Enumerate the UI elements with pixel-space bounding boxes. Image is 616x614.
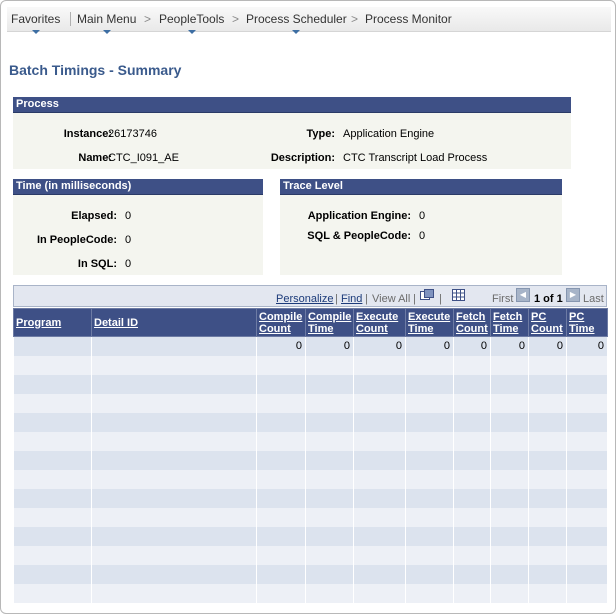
table-cell <box>491 489 529 508</box>
column-header-label: Compile <box>308 310 352 323</box>
table-cell <box>567 508 608 527</box>
type-label: Type: <box>306 128 335 140</box>
table-cell <box>567 394 608 413</box>
table-cell <box>257 489 306 508</box>
zoom-grid-icon[interactable] <box>420 289 434 301</box>
column-header[interactable] <box>354 309 406 337</box>
table-cell <box>529 432 567 451</box>
column-header-label: Compile <box>259 310 303 323</box>
table-cell <box>406 432 454 451</box>
table-cell: 0 <box>529 337 567 356</box>
grid-toolbar <box>13 285 607 307</box>
table-cell <box>257 584 306 603</box>
column-header[interactable] <box>529 309 567 337</box>
nav-peopletools[interactable] <box>159 12 224 26</box>
table-cell <box>491 546 529 565</box>
table-row <box>14 413 608 432</box>
column-header-label: Detail ID <box>94 316 139 329</box>
table-cell <box>306 451 354 470</box>
process-group-header: Process <box>13 97 571 113</box>
table-cell <box>454 470 491 489</box>
table-cell: 0 <box>257 337 306 356</box>
first-link[interactable]: First <box>492 293 514 305</box>
table-cell <box>529 356 567 375</box>
table-cell <box>354 527 406 546</box>
table-cell <box>454 565 491 584</box>
table-cell <box>92 489 257 508</box>
table-cell <box>491 508 529 527</box>
column-header-label: Program <box>16 316 62 329</box>
table-cell <box>567 584 608 603</box>
column-header-label: Fetch <box>456 310 486 323</box>
sql-peoplecode-label: SQL & PeopleCode: <box>307 230 411 242</box>
table-row <box>14 394 608 413</box>
last-link[interactable]: Last <box>583 293 604 305</box>
table-cell <box>92 337 257 356</box>
toolbar-pipe: | <box>413 293 416 305</box>
table-cell <box>14 356 92 375</box>
table-cell <box>567 546 608 565</box>
chevron-down-icon <box>188 30 196 34</box>
table-cell <box>406 413 454 432</box>
table-cell <box>529 508 567 527</box>
table-header-row <box>14 309 608 337</box>
table-row <box>14 565 608 584</box>
column-header-label: Count <box>531 322 563 335</box>
table-cell <box>567 565 608 584</box>
table-cell <box>406 394 454 413</box>
in-sql-label: In SQL: <box>77 258 117 270</box>
table-cell <box>529 584 567 603</box>
table-cell <box>567 470 608 489</box>
next-row-icon[interactable]: ▶ <box>566 288 580 302</box>
table-cell <box>92 451 257 470</box>
column-header[interactable] <box>306 309 354 337</box>
column-header[interactable] <box>454 309 491 337</box>
column-header[interactable] <box>14 309 92 337</box>
instance-label: Instance: <box>63 128 112 140</box>
column-header-label: Time <box>308 322 334 335</box>
trace-level-group <box>280 179 562 275</box>
personalize-link[interactable]: Personalize <box>276 293 334 305</box>
table-cell <box>354 413 406 432</box>
table-cell <box>491 356 529 375</box>
table-cell <box>306 356 354 375</box>
in-peoplecode-value: 0 <box>125 234 132 246</box>
table-row <box>14 337 608 356</box>
in-peoplecode-label: In PeopleCode: <box>36 234 117 246</box>
table-cell <box>306 489 354 508</box>
table-cell <box>354 508 406 527</box>
timings-table <box>13 308 608 603</box>
table-cell <box>14 451 92 470</box>
nav-main-menu-label: Main Menu <box>77 12 137 26</box>
table-cell <box>406 527 454 546</box>
table-row <box>14 584 608 603</box>
table-cell <box>306 527 354 546</box>
table-row <box>14 470 608 489</box>
chevron-down-icon <box>103 30 111 34</box>
table-cell <box>491 432 529 451</box>
table-cell <box>257 413 306 432</box>
column-header-label: Execute <box>408 310 451 323</box>
table-cell <box>92 394 257 413</box>
table-cell <box>491 584 529 603</box>
table-cell <box>454 356 491 375</box>
table-cell <box>92 584 257 603</box>
breadcrumb-separator-icon: > <box>232 12 240 26</box>
time-group-header: Time (in milliseconds) <box>13 179 263 195</box>
page-title: Batch Timings - Summary <box>9 62 182 78</box>
nav-process-monitor[interactable] <box>365 12 452 26</box>
table-cell <box>14 375 92 394</box>
table-cell <box>454 527 491 546</box>
table-cell <box>257 432 306 451</box>
table-cell <box>354 356 406 375</box>
table-cell <box>257 470 306 489</box>
table-cell <box>257 546 306 565</box>
batch-timings-grid <box>13 285 607 607</box>
table-cell <box>14 489 92 508</box>
elapsed-label: Elapsed: <box>71 210 117 222</box>
table-cell <box>354 584 406 603</box>
table-cell <box>406 375 454 394</box>
column-header[interactable] <box>257 309 306 337</box>
table-cell <box>354 394 406 413</box>
table-cell <box>406 356 454 375</box>
table-cell <box>529 527 567 546</box>
find-link[interactable]: Find <box>341 293 363 305</box>
table-cell <box>354 451 406 470</box>
table-body <box>14 337 608 603</box>
nav-favorites[interactable] <box>11 12 60 26</box>
instance-value: 26173746 <box>108 128 157 140</box>
table-cell: 0 <box>354 337 406 356</box>
table-cell <box>454 413 491 432</box>
table-cell <box>354 470 406 489</box>
table-cell <box>567 356 608 375</box>
table-cell <box>257 527 306 546</box>
table-cell <box>491 375 529 394</box>
table-cell <box>529 546 567 565</box>
table-cell <box>529 394 567 413</box>
table-cell <box>257 356 306 375</box>
table-cell <box>529 565 567 584</box>
breadcrumb <box>7 7 611 32</box>
table-cell <box>529 375 567 394</box>
table-cell <box>567 527 608 546</box>
name-label: Name: <box>78 152 112 164</box>
view-all-link[interactable]: View All <box>372 293 411 305</box>
table-cell <box>306 584 354 603</box>
table-cell <box>92 546 257 565</box>
breadcrumb-separator-icon: > <box>351 12 359 26</box>
sql-peoplecode-value: 0 <box>419 230 426 242</box>
table-cell <box>354 565 406 584</box>
table-row <box>14 375 608 394</box>
table-cell <box>354 375 406 394</box>
type-value: Application Engine <box>343 128 435 140</box>
table-cell <box>529 489 567 508</box>
table-cell <box>567 375 608 394</box>
table-cell <box>306 375 354 394</box>
table-cell <box>406 508 454 527</box>
table-cell <box>92 432 257 451</box>
in-sql-value: 0 <box>125 258 132 270</box>
toolbar-pipe: | <box>335 293 338 305</box>
table-cell: 0 <box>306 337 354 356</box>
table-cell <box>257 508 306 527</box>
elapsed-value: 0 <box>125 210 132 222</box>
nav-peopletools-label: PeopleTools <box>159 12 225 26</box>
table-cell <box>491 527 529 546</box>
table-cell <box>529 451 567 470</box>
table-row <box>14 356 608 375</box>
table-cell <box>92 413 257 432</box>
table-cell <box>529 413 567 432</box>
nav-divider <box>70 12 71 26</box>
table-cell <box>92 375 257 394</box>
table-cell <box>257 451 306 470</box>
table-cell <box>306 432 354 451</box>
column-header[interactable] <box>567 309 608 337</box>
application-engine-label: Application Engine: <box>307 210 411 222</box>
column-header[interactable] <box>491 309 529 337</box>
table-cell <box>406 546 454 565</box>
nav-process-scheduler-label: Process Scheduler <box>246 12 347 26</box>
table-cell <box>491 470 529 489</box>
time-group <box>13 179 263 275</box>
toolbar-pipe: | <box>439 293 442 305</box>
table-cell: 0 <box>454 337 491 356</box>
table-cell <box>306 470 354 489</box>
table-cell: 0 <box>491 337 529 356</box>
column-header-label: Execute <box>356 310 399 323</box>
table-cell <box>92 565 257 584</box>
table-cell <box>406 584 454 603</box>
nav-main-menu[interactable] <box>77 12 136 26</box>
table-cell <box>491 413 529 432</box>
table-cell <box>406 489 454 508</box>
column-header-label: Count <box>356 322 388 335</box>
nav-favorites-label: Favorites <box>11 12 61 26</box>
table-cell <box>529 470 567 489</box>
name-value: CTC_I091_AE <box>108 152 179 164</box>
table-cell <box>92 527 257 546</box>
column-header-label: PC <box>569 310 585 323</box>
table-cell <box>567 413 608 432</box>
column-header-label: Time <box>569 322 595 335</box>
table-cell <box>306 508 354 527</box>
table-row <box>14 432 608 451</box>
column-header-label: Time <box>408 322 434 335</box>
table-cell <box>354 432 406 451</box>
table-row <box>14 527 608 546</box>
table-cell: 0 <box>567 337 608 356</box>
table-cell <box>14 546 92 565</box>
table-row <box>14 546 608 565</box>
table-cell <box>14 584 92 603</box>
description-value: CTC Transcript Load Process <box>343 152 488 164</box>
column-header[interactable] <box>406 309 454 337</box>
column-header-label: Time <box>493 322 519 335</box>
table-cell <box>567 489 608 508</box>
table-cell <box>354 489 406 508</box>
table-cell <box>14 527 92 546</box>
table-cell: 0 <box>406 337 454 356</box>
table-cell <box>454 432 491 451</box>
table-cell <box>491 451 529 470</box>
chevron-down-icon <box>32 30 40 34</box>
table-cell <box>454 508 491 527</box>
row-range: 1 of 1 <box>534 293 563 305</box>
application-engine-value: 0 <box>419 210 426 222</box>
table-cell <box>454 394 491 413</box>
nav-process-monitor-label: Process Monitor <box>365 12 452 26</box>
column-header-label: Fetch <box>493 310 523 323</box>
table-cell <box>454 584 491 603</box>
table-cell <box>306 546 354 565</box>
table-cell <box>354 546 406 565</box>
table-cell <box>257 565 306 584</box>
download-spreadsheet-icon[interactable] <box>452 289 466 301</box>
column-header[interactable] <box>92 309 257 337</box>
table-cell <box>14 413 92 432</box>
table-row <box>14 451 608 470</box>
column-header-label: PC <box>531 310 547 323</box>
table-cell <box>257 375 306 394</box>
table-row <box>14 508 608 527</box>
table-cell <box>14 565 92 584</box>
table-cell <box>257 394 306 413</box>
table-cell <box>92 508 257 527</box>
chevron-down-icon <box>292 30 300 34</box>
toolbar-pipe: | <box>365 293 368 305</box>
table-cell <box>567 432 608 451</box>
previous-row-icon[interactable]: ◀ <box>516 288 530 302</box>
table-cell <box>406 451 454 470</box>
table-cell <box>14 394 92 413</box>
column-header-label: Count <box>259 322 291 335</box>
table-cell <box>14 508 92 527</box>
table-cell <box>92 356 257 375</box>
table-cell <box>491 565 529 584</box>
table-cell <box>567 451 608 470</box>
nav-process-scheduler[interactable] <box>246 12 347 26</box>
table-cell <box>406 470 454 489</box>
table-cell <box>454 489 491 508</box>
table-cell <box>491 394 529 413</box>
table-row <box>14 489 608 508</box>
table-cell <box>306 565 354 584</box>
table-cell <box>14 432 92 451</box>
table-cell <box>454 375 491 394</box>
breadcrumb-separator-icon: > <box>144 12 152 26</box>
table-cell <box>454 546 491 565</box>
table-cell <box>92 470 257 489</box>
trace-level-group-header: Trace Level <box>280 179 562 195</box>
table-cell <box>306 394 354 413</box>
table-cell <box>14 470 92 489</box>
process-group <box>13 97 571 169</box>
description-label: Description: <box>270 152 335 164</box>
table-cell <box>454 451 491 470</box>
table-cell <box>406 565 454 584</box>
column-header-label: Count <box>456 322 488 335</box>
table-cell <box>306 413 354 432</box>
table-cell <box>14 337 92 356</box>
